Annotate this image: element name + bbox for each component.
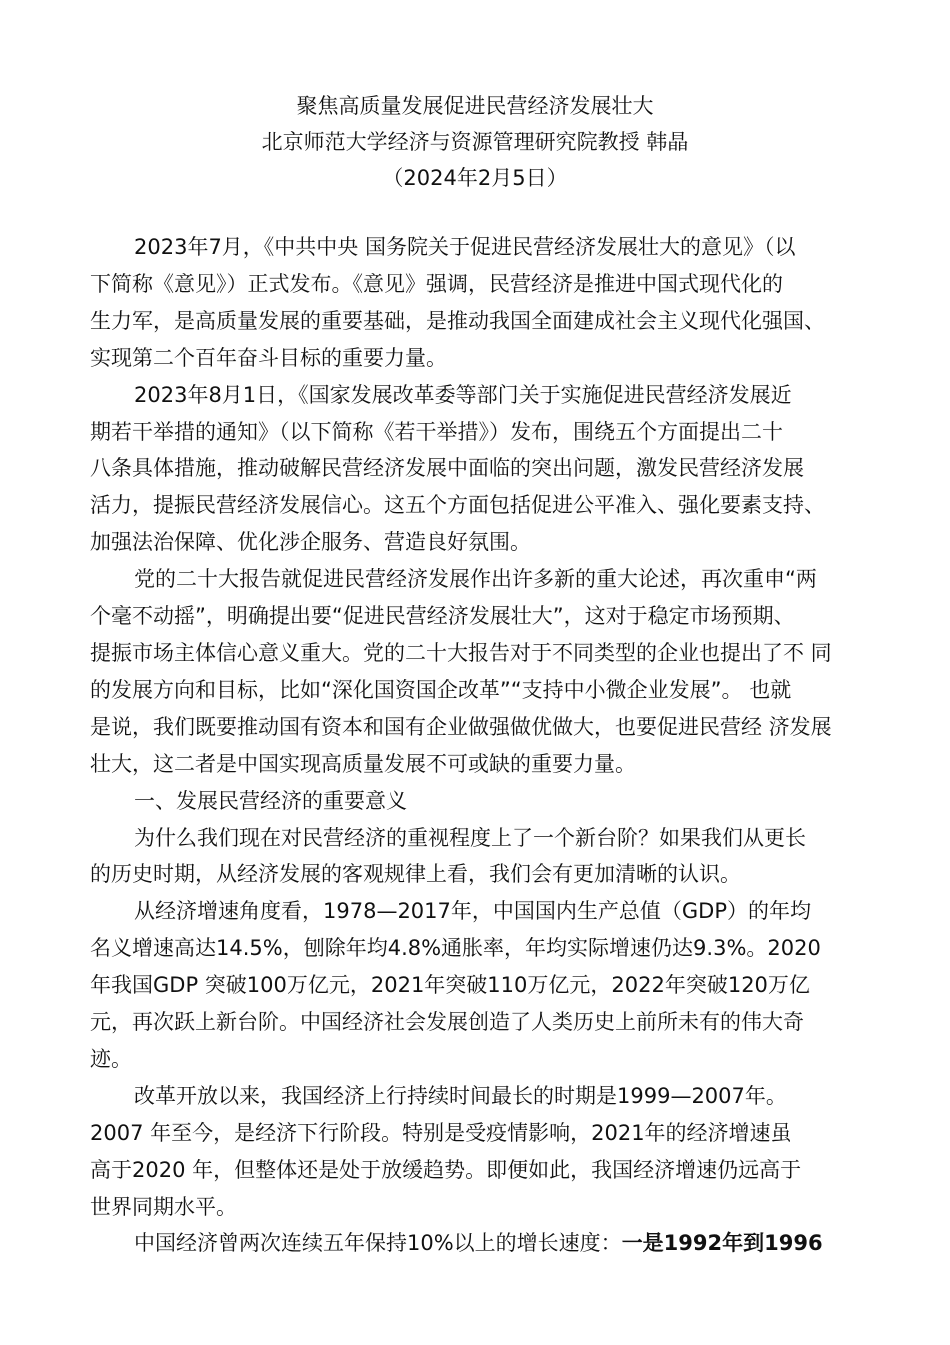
paragraph-2 xyxy=(90,377,870,562)
text-line: 元，再次跃上新台阶。中国经济社会发展创造了人类历史上前所未有的伟大奇 xyxy=(90,1010,804,1035)
document-header xyxy=(0,88,950,196)
paragraph-4 xyxy=(90,820,870,894)
document-title: 聚焦高质量发展促进民营经济发展壮大 xyxy=(296,94,654,118)
paragraph-7 xyxy=(90,1225,870,1262)
text-line: 2007 年至今，是经济下行阶段。特别是受疫情影响，2021年的经济增速虽 xyxy=(90,1120,792,1145)
text-line: 八条具体措施，推动破解民营经济发展中面临的突出问题，激发民营经济发展 xyxy=(90,456,804,481)
paragraph-1 xyxy=(90,229,870,377)
text-line: 生力军，是高质量发展的重要基础，是推动我国全面建成社会主义现代化强国、 xyxy=(90,308,825,333)
text-line: 2023年7月，《中共中央 国务院关于促进民营经济发展壮大的意见》（以 xyxy=(134,235,796,259)
document-author: 北京师范大学经济与资源管理研究院教授 韩晶 xyxy=(261,130,689,154)
text-line: 年我国GDP 突破100万亿元，2021年突破110万亿元，2022年突破120万亿 xyxy=(90,973,810,998)
paragraph-3 xyxy=(90,561,870,782)
text-line: 个毫不动摇”，明确提出要“促进民营经济发展壮大”，这对于稳定市场预期、 xyxy=(90,604,795,629)
document-body xyxy=(90,229,870,1262)
text-line: 的发展方向和目标，比如“深化国资国企改革”“支持中小微企业发展”。 也就 xyxy=(90,677,792,702)
text-line: 党的二十大报告就促进民营经济发展作出许多新的重大论述，再次重申“两 xyxy=(134,567,817,592)
paragraph-6 xyxy=(90,1078,870,1226)
text-line xyxy=(90,1225,870,1262)
text-line: 世界同期水平。 xyxy=(90,1194,237,1219)
text-line: 为什么我们现在对民营经济的重视程度上了一个新台阶？如果我们从更长 xyxy=(134,825,806,850)
text-line: 迹。 xyxy=(90,1046,132,1071)
text-line: 改革开放以来，我国经济上行持续时间最长的时期是1999—2007年。 xyxy=(134,1083,787,1108)
text-line: 从经济增速角度看，1978—2017年，中国国内生产总值（GDP）的年均 xyxy=(134,899,811,924)
text-line: 活力，提振民营经济发展信心。这五个方面包括促进公平准入、强化要素支持、 xyxy=(90,493,825,518)
text-line: 名义增速高达14.5%，刨除年均4.8%通胀率，年均实际增速仍达9.3%。2020 xyxy=(90,936,821,961)
text-line: 提振市场主体信心意义重大。党的二十大报告对于不同类型的企业也提出了不 同 xyxy=(90,640,832,665)
section-heading xyxy=(90,783,870,820)
text-line: 2023年8月1日，《国家发展改革委等部门关于实施促进民营经济发展近 xyxy=(134,382,792,407)
document-date: （2024年2月5日） xyxy=(382,166,568,190)
text-line: 期若干举措的通知》（以下简称《若干举措》）发布，围绕五个方面提出二十 xyxy=(90,419,783,444)
bold-text-run: 一是1992年到1996 xyxy=(621,1231,823,1256)
paragraph-5 xyxy=(90,893,870,1078)
text-line: 高于2020 年，但整体还是处于放缓趋势。即便如此，我国经济增速仍远高于 xyxy=(90,1157,802,1182)
text-line: 壮大，这二者是中国实现高质量发展不可或缺的重要力量。 xyxy=(90,751,636,776)
text-line: 的历史时期，从经济发展的客观规律上看，我们会有更加清晰的认识。 xyxy=(90,862,741,887)
text-line: 下简称《意见》）正式发布。《意见》强调，民营经济是推进中国式现代化的 xyxy=(90,271,783,296)
text-line: 是说，我们既要推动国有资本和国有企业做强做优做大，也要促进民营经 济发展 xyxy=(90,714,832,739)
text-run: 中国经济曾两次连续五年保持10%以上的增长速度： xyxy=(134,1231,622,1256)
text-line: 实现第二个百年奋斗目标的重要力量。 xyxy=(90,345,447,370)
text-line: 一、发展民营经济的重要意义 xyxy=(134,788,407,813)
text-line: 加强法治保障、优化涉企服务、营造良好氛围。 xyxy=(90,530,531,555)
